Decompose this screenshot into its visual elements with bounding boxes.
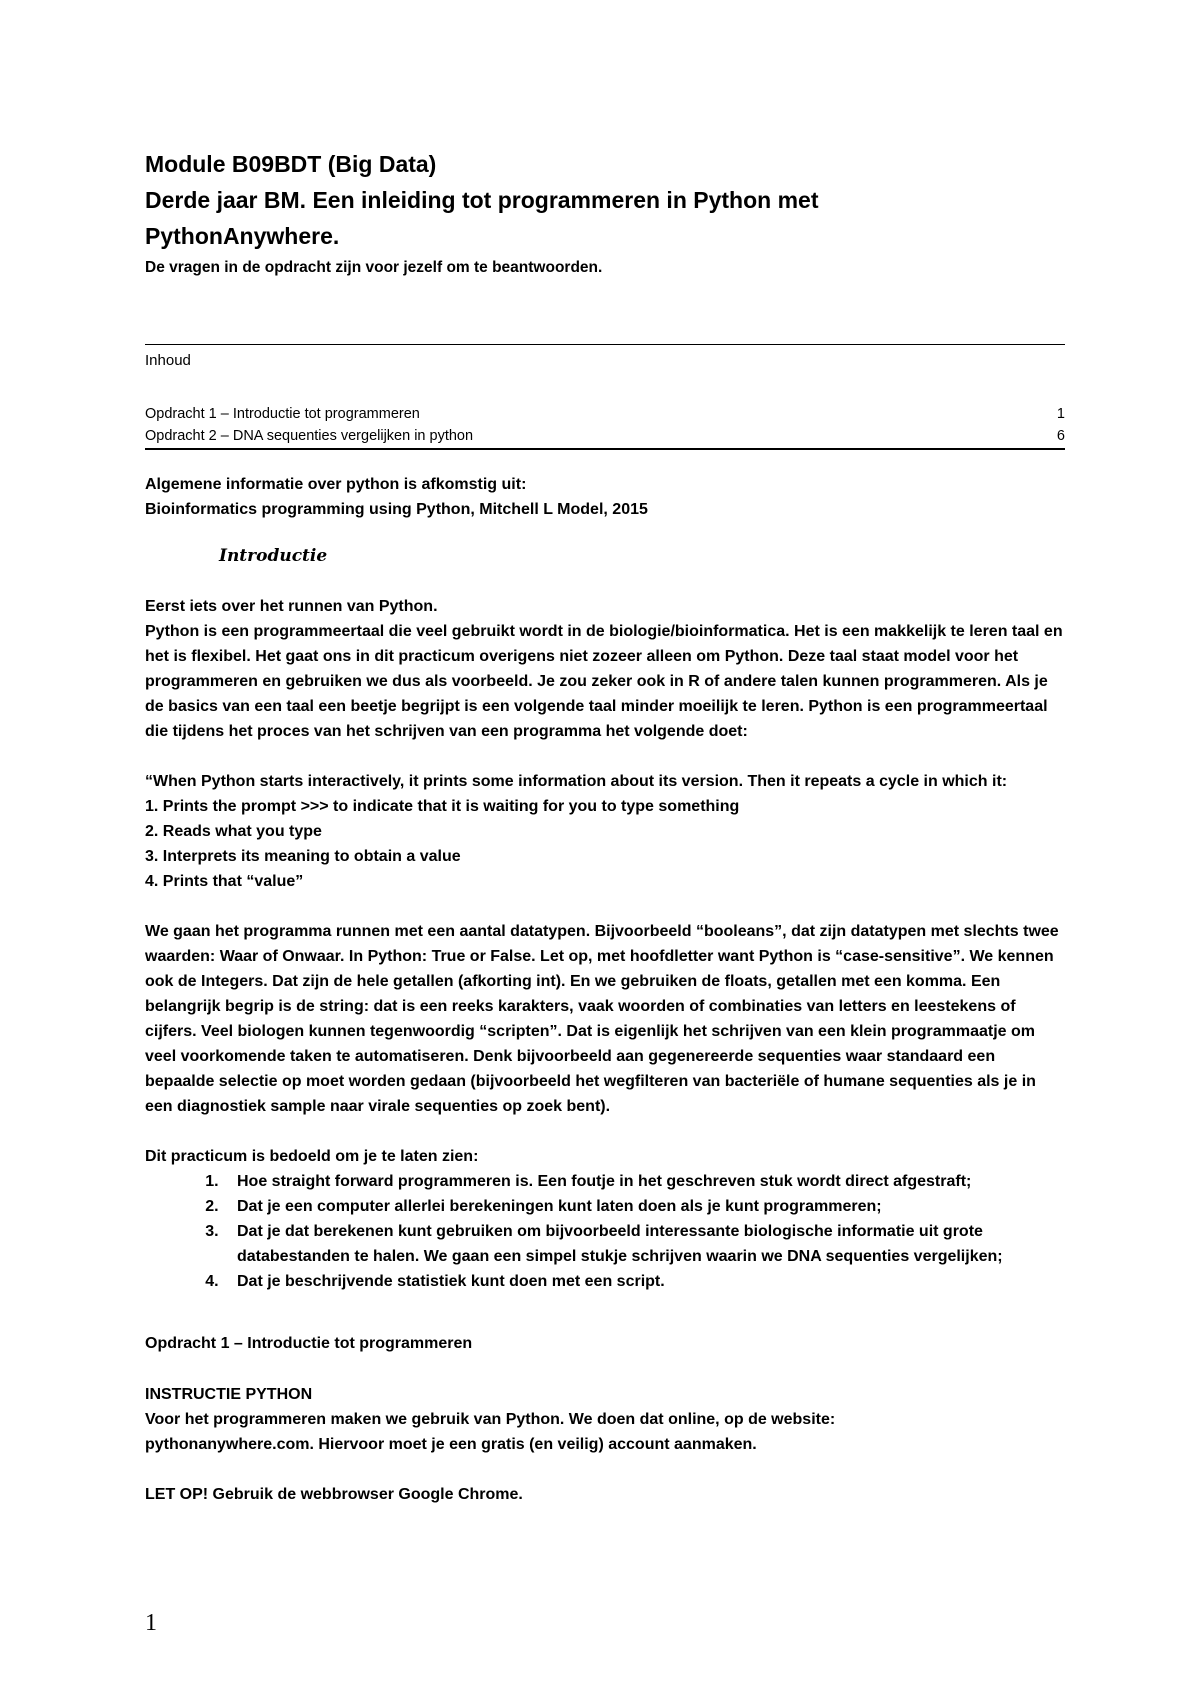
document-title: Module B09BDT (Big Data): [145, 151, 437, 177]
instruction-text: pythonanywhere.com. Hiervoor moet je een gratis (en veilig) account aanmaken.: [145, 1436, 757, 1453]
quote-intro: “When Python starts interactively, it prints some information about its version. Then it repeats a cycle in which it:: [145, 773, 1008, 790]
assignment1-heading: Opdracht 1 – Introductie tot programmeren: [145, 1335, 473, 1352]
document-page: [145, 146, 1065, 1507]
instruction-heading: INSTRUCTIE PYTHON: [145, 1386, 313, 1403]
list-item: 3. Dat je dat berekenen kunt gebruiken om bijvoorbeeld interessante biologische informatie uit grote databestanden te halen. We gaan een simpel stukje schrijven waarin we DNA sequenties vergelijken;: [223, 1219, 1065, 1269]
source-reference: Bioinformatics programming using Python, Mitchell L Model, 2015: [145, 501, 648, 518]
source-line: Algemene informatie over python is afkomstig uit:: [145, 476, 527, 493]
toc-entry-page: 1: [1056, 406, 1065, 422]
goals-list: [145, 1169, 1065, 1294]
table-of-contents: [145, 344, 1065, 450]
quote-step: 2. Reads what you type: [145, 823, 322, 840]
toc-heading: Inhoud: [145, 352, 191, 369]
document-subtitle-line1: Derde jaar BM. Een inleiding tot programmeren in Python met: [145, 187, 819, 213]
instruction-section: [145, 1382, 1065, 1457]
quote-step: 3. Interprets its meaning to obtain a value: [145, 848, 461, 865]
toc-entry[interactable]: [145, 425, 1065, 447]
intro-lead: Eerst iets over het runnen van Python.: [145, 598, 438, 615]
browser-warning: LET OP! Gebruik de webbrowser Google Chrome.: [145, 1486, 523, 1503]
source-info: [145, 472, 1065, 522]
toc-entry-label[interactable]: Opdracht 1 – Introductie tot programmeren: [145, 406, 420, 422]
quote-step: 1. Prints the prompt >>> to indicate that it is waiting for you to type something: [145, 798, 740, 815]
toc-entry-label[interactable]: Opdracht 2 – DNA sequenties vergelijken in python: [145, 428, 474, 444]
instruction-text: Voor het programmeren maken we gebruik van Python. We doen dat online, op de website:: [145, 1411, 836, 1428]
document-subtitle-line2: PythonAnywhere.: [145, 223, 340, 249]
list-item: 1. Hoe straight forward programmeren is. Een foutje in het geschreven stuk wordt direct afgestraft;: [223, 1169, 1065, 1194]
quote-step: 4. Prints that “value”: [145, 873, 304, 890]
goals-lead: Dit practicum is bedoeld om je te laten zien:: [145, 1148, 479, 1165]
python-quote: [145, 769, 1065, 894]
list-item: 4. Dat je beschrijvende statistiek kunt doen met een script.: [223, 1269, 1065, 1294]
toc-entry-page: 6: [1056, 428, 1065, 444]
datatypes-paragraph: We gaan het programma runnen met een aantal datatypen. Bijvoorbeeld “booleans”, dat zijn datatypen met slechts twee waarden: Waar of Onwaar. In Python: True or False. Let op, met hoofdletter want Python is “case-sensitive”. We kennen ook de Integers. Dat zijn de hele getallen (afkorting int). En we gebruiken de floats, getallen met een komma. Een belangrijk begrip is de string: dat is een reeks karakters, vaak woorden of combinaties van letters en leestekens of cijfers. Veel biologen kunnen tegenwoordig “scripten”. Dat is eigenlijk het schrijven van een klein programmaatje om veel voorkomende taken te automatiseren. Denk bijvoorbeeld aan gegenereerde sequenties waar standaard een bepaalde selectie op moet worden gedaan (bijvoorbeeld het wegfilteren van bacteriële of humane sequenties als je in een diagnostiek sample naar virale sequenties op zoek bent).: [145, 923, 1059, 1115]
toc-entry[interactable]: [145, 403, 1065, 425]
document-note: De vragen in de opdracht zijn voor jezelf om te beantwoorden.: [145, 259, 603, 276]
intro-heading: Introductie: [219, 546, 328, 566]
intro-text: Python is een programmeertaal die veel gebruikt wordt in de biologie/bioinformatica. Het is een makkelijk te leren taal en het is flexibel. Het gaat ons in dit practicum overigens niet zozeer alleen om Python. Deze taal staat model voor het programmeren en gebruiken we dus als voorbeeld. Je zou zeker ook in R of andere talen kunnen programmeren. Als je de basics van een taal een beetje begrijpt is een volgende taal minder moeilijk te leren. Python is een programmeertaal die tijdens het proces van het schrijven van een programma het volgende doet:: [145, 623, 1063, 740]
list-item: 2. Dat je een computer allerlei berekeningen kunt laten doen als je kunt programmeren;: [223, 1194, 1065, 1219]
intro-paragraph: [145, 594, 1065, 744]
page-number: 1: [145, 1610, 157, 1636]
